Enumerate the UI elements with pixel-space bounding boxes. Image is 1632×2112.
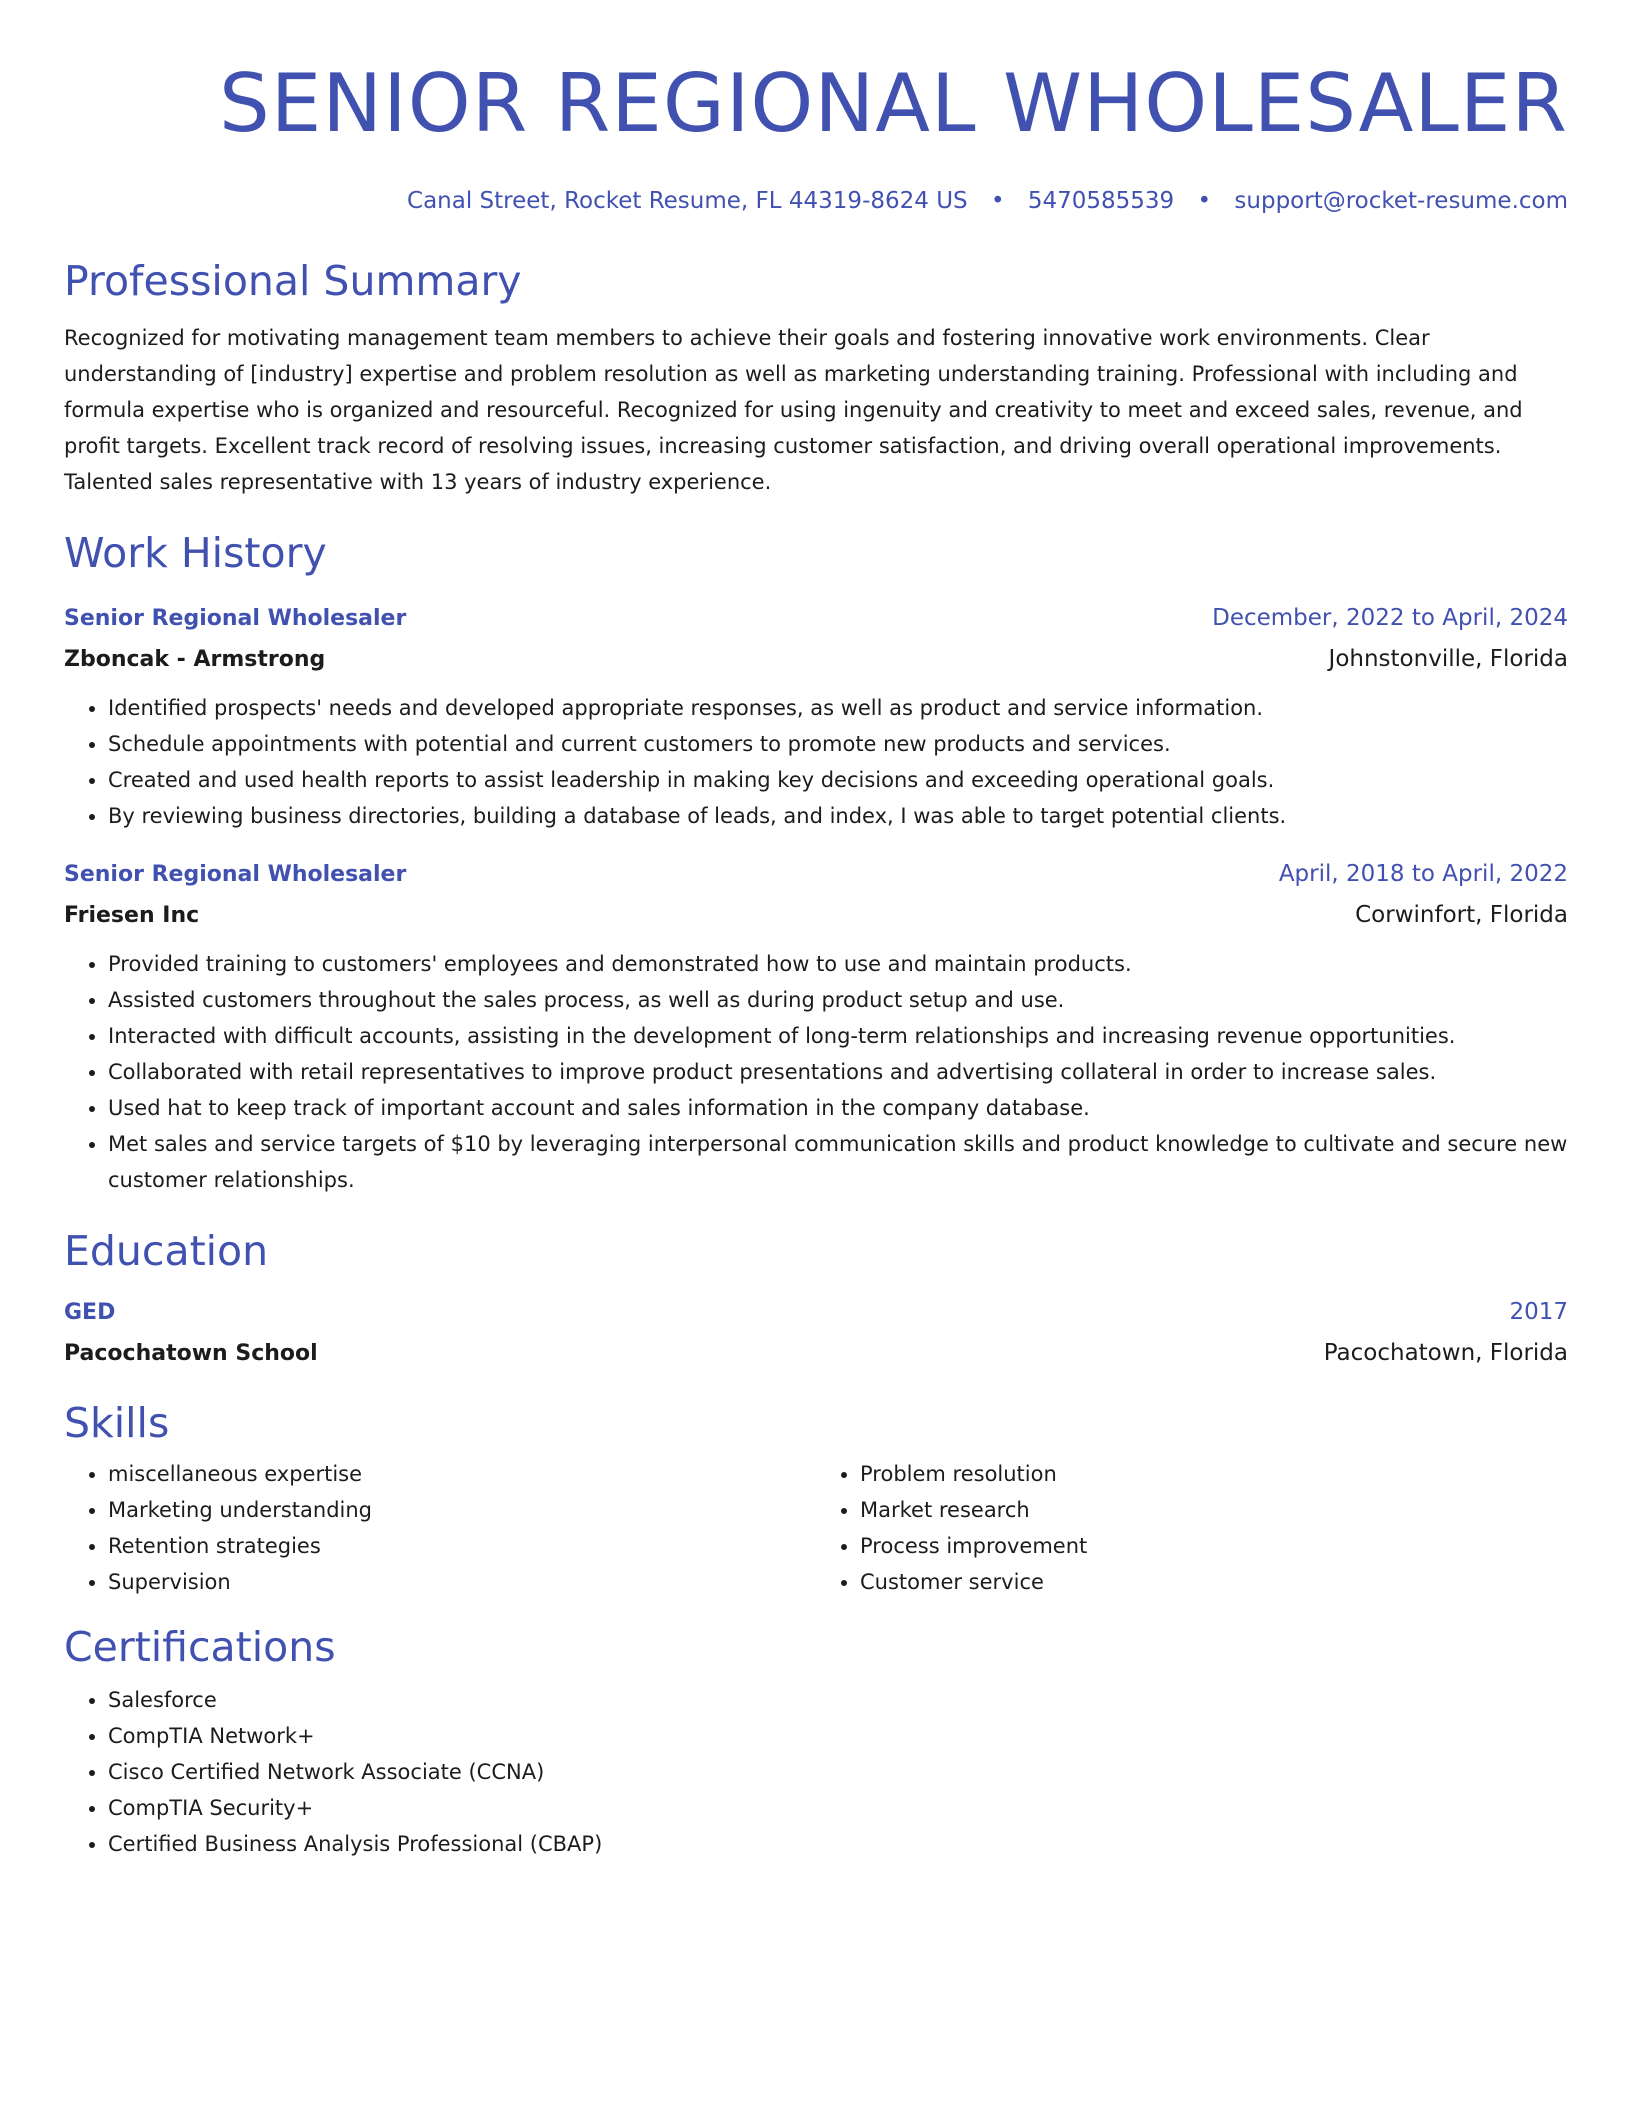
job-location: Johnstonville, Florida [1328,646,1568,672]
job-dates: December, 2022 to April, 2024 [1212,605,1568,631]
address-text: Canal Street, Rocket Resume, FL 44319-8624 US [407,188,968,214]
skill-item: • Process improvement [860,1528,1568,1564]
education-year: 2017 [1509,1299,1568,1325]
bullet-separator: • [990,188,1005,214]
job-role: Senior Regional Wholesaler [64,606,407,631]
job-bullet: • Created and used health reports to assist leadership in making key decisions and exceeding operational goals. [108,762,1568,798]
education-school: Pacochatown School [64,1341,318,1366]
job-bullet: • Provided training to customers' employees and demonstrated how to use and maintain products. [108,946,1568,982]
job-header-row [64,854,1568,895]
job-company-row [64,895,1568,936]
job-header-row [64,598,1568,639]
skill-item: • Supervision [108,1564,816,1600]
job-company: Zboncak - Armstrong [64,647,326,672]
skill-item: • Customer service [860,1564,1568,1600]
certification-item: • CompTIA Security+ [108,1790,1568,1826]
email-link[interactable]: support@rocket-resume.com [1234,188,1568,214]
bullet-separator: • [1197,188,1212,214]
education-header-row [64,1292,1568,1333]
skill-item: • Marketing understanding [108,1492,816,1528]
job-entry [64,598,1568,834]
job-company-row [64,639,1568,680]
job-bullet: • Schedule appointments with potential and current customers to promote new products and services. [108,726,1568,762]
candidate-title: SENIOR REGIONAL WHOLESALER [218,57,1568,150]
phone-text: 5470585539 [1027,188,1175,214]
education-entry [64,1292,1568,1374]
skills-heading: Skills [64,1399,170,1447]
skill-item: • miscellaneous expertise [108,1456,816,1492]
skill-item: • Retention strategies [108,1528,816,1564]
job-bullet: • By reviewing business directories, building a database of leads, and index, I was able to target potential clients. [108,798,1568,834]
skills-column-right [816,1456,1568,1600]
job-bullets [64,946,1568,1198]
job-bullet: • Met sales and service targets of $10 by leveraging interpersonal communication skills and product knowledge to cultivate and secure new customer relationships. [108,1126,1568,1198]
job-company: Friesen Inc [64,903,200,928]
certifications-heading: Certifications [64,1623,336,1671]
work-history-heading: Work History [64,529,327,577]
job-bullet: • Identified prospects' needs and developed appropriate responses, as well as product and service information. [108,690,1568,726]
job-bullet: • Assisted customers throughout the sales process, as well as during product setup and use. [108,982,1568,1018]
job-bullet: • Used hat to keep track of important account and sales information in the company database. [108,1090,1568,1126]
job-location: Corwinfort, Florida [1355,902,1568,928]
job-bullet: • Collaborated with retail representatives to improve product presentations and advertising collateral in order to increase sales. [108,1054,1568,1090]
certification-item: • Cisco Certified Network Associate (CCNA) [108,1754,1568,1790]
education-degree: GED [64,1300,116,1325]
certification-item: • Certified Business Analysis Professional (CBAP) [108,1826,1568,1862]
job-dates: April, 2018 to April, 2022 [1278,861,1568,887]
contact-line [64,186,1568,216]
certification-item: • CompTIA Network+ [108,1718,1568,1754]
job-bullets [64,690,1568,834]
skills-column-left [64,1456,816,1600]
education-location: Pacochatown, Florida [1323,1340,1568,1366]
certifications-list [64,1682,1568,1862]
job-role: Senior Regional Wholesaler [64,862,407,887]
skill-item: • Market research [860,1492,1568,1528]
education-school-row [64,1333,1568,1374]
skills-grid [64,1456,1568,1600]
education-heading: Education [64,1227,269,1275]
summary-text: Recognized for motivating management team members to achieve their goals and fostering innovative work environments. Clear understanding of [industry] expertise and problem resolution as well as marketing understanding training. Professional with including and formula expertise who is organized and resourceful. Recognized for using ingenuity and creativity to meet and exceed sales, revenue, and profit targets. Excellent track record of resolving issues, increasing customer satisfaction, and driving overall operational improvements. Talented sales representative with 13 years of industry experience. [64,326,1523,494]
job-bullet: • Interacted with difficult accounts, assisting in the development of long-term relationships and increasing revenue opportunities. [108,1018,1568,1054]
certification-item: • Salesforce [108,1682,1568,1718]
job-entry [64,854,1568,1198]
resume-header [64,0,1568,216]
summary-heading: Professional Summary [64,257,522,305]
skill-item: • Problem resolution [860,1456,1568,1492]
